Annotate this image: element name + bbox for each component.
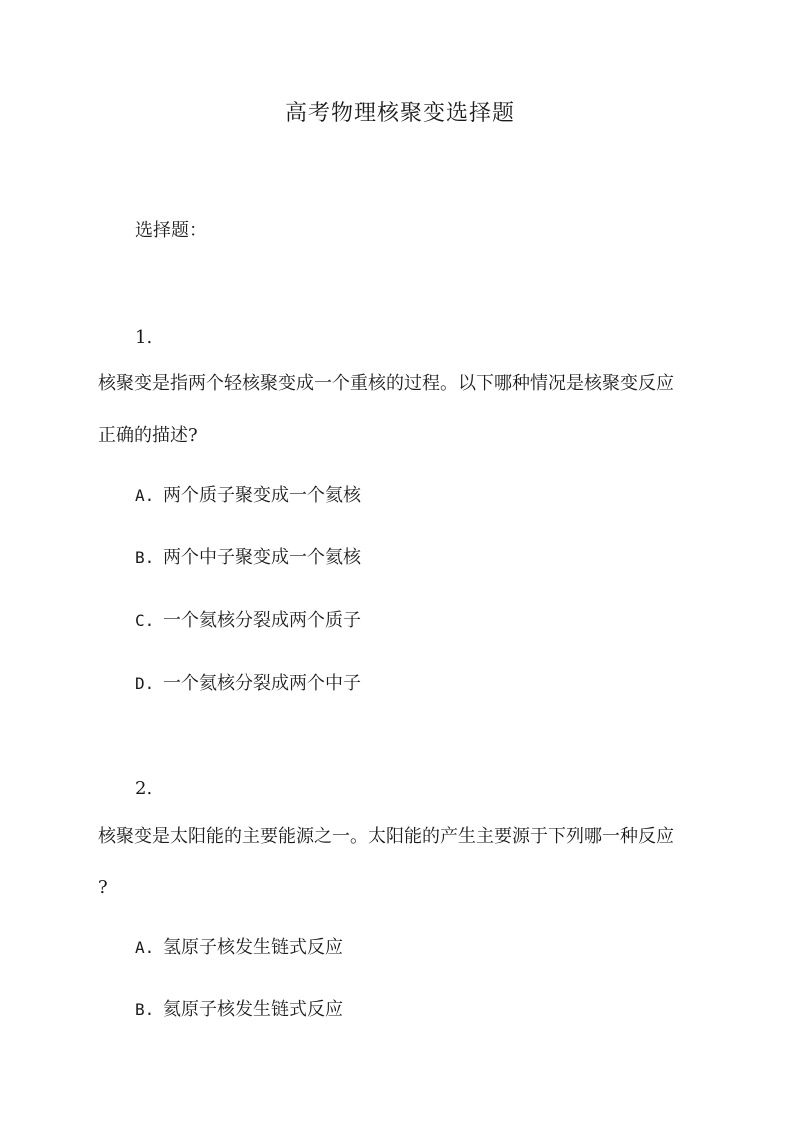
question-2-number: 2. bbox=[135, 778, 153, 799]
option-letter: A. bbox=[135, 938, 155, 957]
option-text: 两个中子聚变成一个氦核 bbox=[163, 547, 361, 568]
question-1-option-c bbox=[135, 609, 361, 633]
option-letter: B. bbox=[135, 1000, 155, 1019]
question-1-option-d bbox=[135, 672, 361, 696]
option-text: 两个质子聚变成一个氦核 bbox=[163, 485, 361, 506]
option-letter: A. bbox=[135, 486, 155, 505]
question-1-text-line-1: 核聚变是指两个轻核聚变成一个重核的过程。以下哪种情况是核聚变反应 bbox=[98, 373, 674, 394]
option-text: 氦原子核发生链式反应 bbox=[163, 999, 343, 1020]
option-letter: D. bbox=[135, 674, 155, 693]
option-text: 一个氦核分裂成两个质子 bbox=[163, 610, 361, 631]
question-1-text-line-2: 正确的描述? bbox=[98, 425, 198, 446]
question-2-text-line-2: ? bbox=[98, 877, 108, 898]
section-label: 选择题： bbox=[135, 220, 207, 241]
option-letter: B. bbox=[135, 548, 155, 567]
question-2-text-line-1: 核聚变是太阳能的主要能源之一。太阳能的产生主要源于下列哪一种反应 bbox=[98, 826, 674, 847]
option-letter: C. bbox=[135, 611, 155, 630]
option-text: 一个氦核分裂成两个中子 bbox=[163, 673, 361, 694]
question-2-option-a bbox=[135, 936, 343, 960]
question-1-option-a bbox=[135, 484, 361, 508]
question-2-option-b bbox=[135, 998, 343, 1022]
option-text: 氢原子核发生链式反应 bbox=[163, 937, 343, 958]
question-1-number: 1. bbox=[135, 327, 153, 348]
page-title: 高考物理核聚变选择题 bbox=[284, 101, 515, 126]
question-1-option-b bbox=[135, 546, 361, 570]
